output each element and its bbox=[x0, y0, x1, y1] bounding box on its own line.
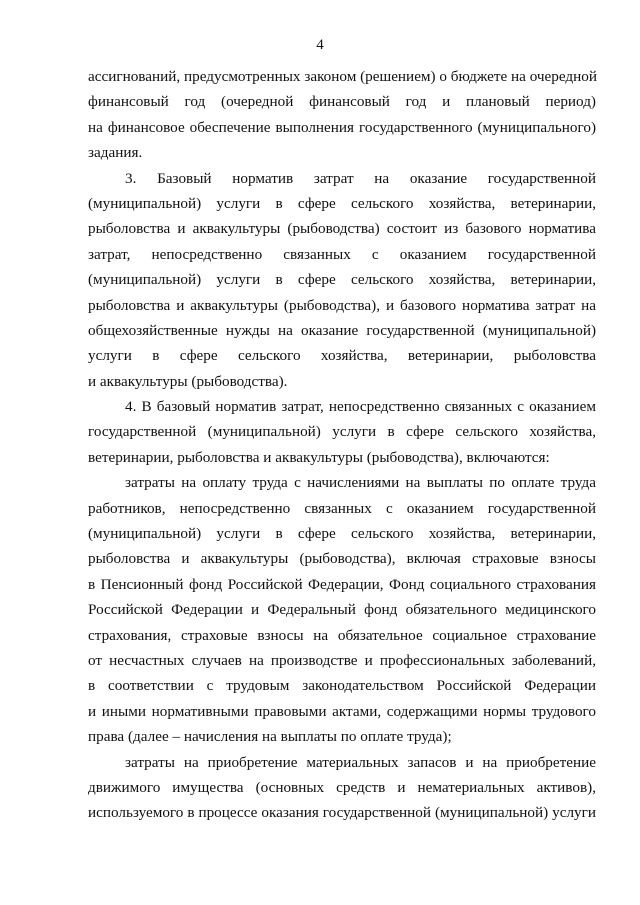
text-line: права (далее – начисления на выплаты по оплате труда); bbox=[88, 728, 452, 746]
text-line: движимого имущества (основных средств и нематериальных активов), bbox=[88, 778, 596, 796]
paragraph-p2 bbox=[88, 166, 596, 395]
text-line: рыболовства и аквакультуры (рыбоводства), включая страховые взносы bbox=[88, 550, 596, 568]
paragraph-p1 bbox=[88, 64, 596, 166]
text-line: и аквакультуры (рыбоводства). bbox=[88, 372, 288, 390]
text-line: 3. Базовый норматив затрат на оказание государственной bbox=[125, 169, 596, 187]
document-body bbox=[88, 64, 596, 826]
text-line: 4. В базовый норматив затрат, непосредственно связанных с оказанием bbox=[125, 398, 596, 416]
text-line: затраты на оплату труда с начислениями на выплаты по оплате труда bbox=[125, 474, 596, 492]
text-line: (муниципальной) услуги в сфере сельского хозяйства, ветеринарии, bbox=[88, 194, 596, 212]
text-line: в соответствии с трудовым законодательством Российской Федерации bbox=[88, 677, 596, 695]
page-number: 4 bbox=[316, 37, 324, 53]
text-line: и иными нормативными правовыми актами, содержащими нормы трудового bbox=[88, 702, 596, 720]
text-line: рыболовства и аквакультуры (рыбоводства), и базового норматива затрат на bbox=[88, 296, 596, 314]
text-line: используемого в процессе оказания государственной (муниципальной) услуги bbox=[88, 804, 596, 822]
text-line: задания. bbox=[88, 144, 143, 162]
text-line: на финансовое обеспечение выполнения государственного (муниципального) bbox=[88, 118, 596, 136]
text-line: Российской Федерации и Федеральный фонд обязательного медицинского bbox=[88, 601, 596, 619]
paragraph-p4 bbox=[88, 470, 596, 749]
text-line: ветеринарии, рыболовства и аквакультуры (рыбоводства), включаются: bbox=[88, 448, 550, 466]
text-line: работников, непосредственно связанных с оказанием государственной bbox=[88, 499, 596, 517]
text-line: государственной (муниципальной) услуги в сфере сельского хозяйства, bbox=[88, 423, 596, 441]
paragraph-p5 bbox=[88, 750, 596, 826]
text-line: ассигнований, предусмотренных законом (решением) о бюджете на очередной bbox=[88, 68, 597, 85]
text-line: рыболовства и аквакультуры (рыбоводства) состоит из базового норматива bbox=[88, 220, 596, 238]
text-line: (муниципальной) услуги в сфере сельского хозяйства, ветеринарии, bbox=[88, 271, 596, 289]
text-line: общехозяйственные нужды на оказание государственной (муниципальной) bbox=[88, 321, 596, 339]
text-line: от несчастных случаев на производстве и профессиональных заболеваний, bbox=[88, 651, 596, 669]
text-line: (муниципальной) услуги в сфере сельского хозяйства, ветеринарии, bbox=[88, 525, 596, 543]
text-line: затраты на приобретение материальных запасов и на приобретение bbox=[125, 753, 596, 771]
text-line: в Пенсионный фонд Российской Федерации, Фонд социального страхования bbox=[88, 575, 596, 593]
text-line: услуги в сфере сельского хозяйства, ветеринарии, рыболовства bbox=[88, 347, 596, 365]
paragraph-p3 bbox=[88, 394, 596, 470]
text-line: финансовый год (очередной финансовый год и плановый период) bbox=[88, 93, 596, 111]
text-line: страхования, страховые взносы на обязательное социальное страхование bbox=[88, 626, 596, 644]
text-line: затрат, непосредственно связанных с оказанием государственной bbox=[88, 245, 596, 263]
